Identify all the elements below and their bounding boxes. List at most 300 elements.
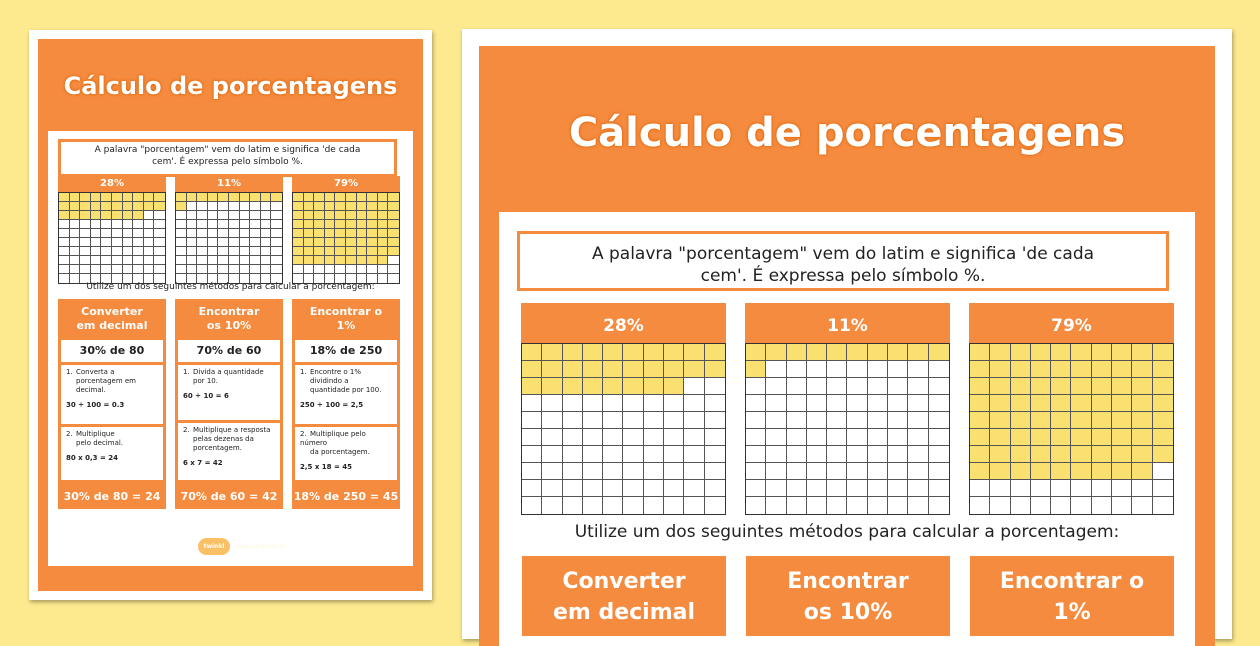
grid-cell: [271, 229, 282, 238]
grid-cell: [664, 463, 684, 480]
grid-cell-filled: [990, 429, 1010, 446]
grid-cell: [1153, 463, 1173, 480]
grid-cell: [101, 238, 112, 247]
grid-label: 11%: [745, 303, 950, 343]
grid-cell-filled: [1051, 378, 1071, 395]
grid-cell: [101, 265, 112, 274]
grid-cell-filled: [304, 211, 315, 220]
grid-cell-filled: [1051, 412, 1071, 429]
grid-cell: [807, 497, 827, 514]
grid-cell: [563, 412, 583, 429]
grid-cell: [154, 238, 165, 247]
grid-cell: [684, 497, 704, 514]
step-calculation: 6 x 7 = 42: [183, 459, 223, 467]
grid-cell-filled: [644, 378, 664, 395]
grid-cell: [240, 202, 251, 211]
grid-cell: [250, 211, 261, 220]
step-text: Multiplique pelo número: [300, 430, 366, 447]
grid-cell-filled: [70, 202, 81, 211]
grid-cell: [101, 247, 112, 256]
grid-cell-filled: [367, 193, 378, 202]
grid-cell: [271, 202, 282, 211]
grid-cell-filled: [59, 202, 70, 211]
grid-cell-filled: [1132, 429, 1152, 446]
grid-cell: [271, 265, 282, 274]
grid-cell: [766, 480, 786, 497]
grid-cell-filled: [990, 395, 1010, 412]
grid-cell-filled: [112, 211, 123, 220]
method-heading-line: em decimal: [552, 600, 696, 625]
grid-cell-filled: [367, 220, 378, 229]
grid-cell: [746, 378, 766, 395]
grid-cell: [112, 247, 123, 256]
grid-cell: [766, 497, 786, 514]
grid-cell: [827, 395, 847, 412]
grid-cell: [827, 378, 847, 395]
grid-cell-filled: [304, 229, 315, 238]
grid-cell: [293, 265, 304, 274]
grid-cell-filled: [176, 193, 187, 202]
grid-cell: [623, 429, 643, 446]
grid-cell-filled: [664, 378, 684, 395]
grid-cell-filled: [1051, 463, 1071, 480]
percent-grid-11: [175, 176, 283, 284]
grid-cell-filled: [101, 193, 112, 202]
grid-cell: [827, 429, 847, 446]
grid-cell: [888, 395, 908, 412]
grid-cell: [144, 211, 155, 220]
grid-cell-filled: [112, 202, 123, 211]
grid-cell-filled: [112, 193, 123, 202]
grid-cell-filled: [1051, 344, 1071, 361]
grid-cell: [929, 480, 949, 497]
grid-cell-filled: [542, 378, 562, 395]
grid-cell: [746, 429, 766, 446]
grid-cell: [144, 229, 155, 238]
grid-cell-filled: [388, 211, 399, 220]
grid-cell: [644, 412, 664, 429]
grid-cell: [664, 412, 684, 429]
grid-cell: [187, 211, 198, 220]
grid-cell: [261, 238, 272, 247]
grid-cell: [176, 247, 187, 256]
grid-cell: [807, 429, 827, 446]
grid-cell: [787, 446, 807, 463]
grid-cell: [197, 256, 208, 265]
grid-cell: [583, 497, 603, 514]
grid-cell-filled: [335, 256, 346, 265]
method-heading-line: Encontrar o: [309, 305, 383, 318]
grid-cell-filled: [1011, 344, 1031, 361]
grid-cell-filled: [970, 361, 990, 378]
grid-cell: [271, 220, 282, 229]
grid-cell: [603, 429, 623, 446]
grid-cell: [563, 463, 583, 480]
grid-cell-filled: [1153, 446, 1173, 463]
grid-cell-filled: [378, 193, 389, 202]
grid-cell: [250, 229, 261, 238]
grid-cell: [787, 395, 807, 412]
grid-cell: [807, 480, 827, 497]
grid-cell: [218, 220, 229, 229]
grid-cell: [250, 202, 261, 211]
grid-cell: [623, 480, 643, 497]
grid-cell-filled: [325, 229, 336, 238]
method-example: 30% de 80: [58, 337, 166, 365]
grid-cell-filled: [304, 202, 315, 211]
grid-cell-filled: [1092, 378, 1112, 395]
grid-cell: [766, 412, 786, 429]
grid-cell-filled: [80, 211, 91, 220]
grid-cell: [176, 256, 187, 265]
grid-cell: [542, 446, 562, 463]
grid-cell: [208, 238, 219, 247]
grid-cell: [623, 463, 643, 480]
grid-cell: [261, 220, 272, 229]
grid-cell: [807, 361, 827, 378]
step-number: 2.: [300, 430, 307, 438]
content-panel: [48, 131, 413, 566]
grid-cell: [91, 247, 102, 256]
grid-cell-filled: [144, 193, 155, 202]
grid-cell-filled: [1011, 446, 1031, 463]
grid-cell: [59, 220, 70, 229]
method-answer: 18% de 250 = 45: [292, 483, 400, 509]
grid-cell: [766, 395, 786, 412]
grid-cell: [522, 412, 542, 429]
grid-cell: [603, 497, 623, 514]
grid-cell: [70, 238, 81, 247]
grid-cell-filled: [357, 193, 368, 202]
grid-cell: [261, 211, 272, 220]
grid-cell: [705, 446, 725, 463]
grid-cell: [684, 395, 704, 412]
grid-cell-filled: [1071, 446, 1091, 463]
method-convert-decimal: [58, 299, 166, 509]
method-step: [58, 365, 166, 427]
grid-cell: [705, 412, 725, 429]
grid-cell: [868, 412, 888, 429]
grid-cell-filled: [746, 344, 766, 361]
grid-cell: [123, 256, 134, 265]
grid-cell: [908, 497, 928, 514]
grid-cell: [868, 395, 888, 412]
hundred-grid: [292, 192, 400, 284]
grid-cell-filled: [583, 361, 603, 378]
grid-cell-filled: [388, 247, 399, 256]
grid-cell: [123, 220, 134, 229]
step-text: da porcentagem.: [310, 448, 370, 456]
grid-cell: [888, 378, 908, 395]
grid-cell: [250, 238, 261, 247]
grid-cell-filled: [787, 344, 807, 361]
grid-cell-filled: [1112, 395, 1132, 412]
grid-cell-filled: [664, 344, 684, 361]
grid-cell-filled: [304, 238, 315, 247]
grid-cell-filled: [1092, 395, 1112, 412]
grid-cell-filled: [293, 202, 304, 211]
method-find-1: [970, 556, 1174, 636]
grid-cell-filled: [367, 211, 378, 220]
grid-cell: [229, 238, 240, 247]
grid-cell: [250, 247, 261, 256]
methods-label: Utilize um dos seguintes métodos para calcular a porcentagem:: [86, 282, 375, 292]
grid-cell: [112, 265, 123, 274]
grid-cell: [123, 229, 134, 238]
grid-cell-filled: [1071, 344, 1091, 361]
grid-cell-filled: [357, 229, 368, 238]
intro-box: [58, 139, 397, 177]
grid-cell-filled: [563, 378, 583, 395]
grid-cell-filled: [80, 193, 91, 202]
grid-cell-filled: [868, 344, 888, 361]
grid-cell: [154, 211, 165, 220]
grid-cell: [133, 265, 144, 274]
grid-cell: [563, 497, 583, 514]
grid-cell-filled: [325, 202, 336, 211]
grid-cell: [807, 395, 827, 412]
grid-cell: [70, 220, 81, 229]
grid-cell: [187, 229, 198, 238]
grid-cell: [1132, 480, 1152, 497]
grid-cell: [583, 395, 603, 412]
step-number: 2.: [183, 426, 190, 434]
grid-cell: [59, 238, 70, 247]
grid-cell: [250, 220, 261, 229]
step-calculation: 2,5 x 18 = 45: [300, 463, 353, 471]
grid-cell-filled: [187, 193, 198, 202]
grid-cell: [563, 446, 583, 463]
grid-cell-filled: [367, 247, 378, 256]
grid-cell: [827, 480, 847, 497]
grid-cell: [1153, 497, 1173, 514]
grid-cell: [240, 238, 251, 247]
grid-cell-filled: [1092, 361, 1112, 378]
percent-grid-28: [58, 176, 166, 284]
grid-cell: [218, 211, 229, 220]
grid-cell-filled: [990, 378, 1010, 395]
grid-cell: [623, 395, 643, 412]
grid-cell-filled: [91, 202, 102, 211]
grid-cell: [929, 446, 949, 463]
method-heading-line: Encontrar: [198, 305, 260, 318]
poster-zoomed: [462, 29, 1232, 639]
grid-cell: [929, 429, 949, 446]
grid-cell-filled: [314, 220, 325, 229]
grid-cell: [623, 446, 643, 463]
grid-cell: [304, 265, 315, 274]
grid-cell: [684, 378, 704, 395]
grid-cell-filled: [208, 193, 219, 202]
grid-cell-filled: [378, 202, 389, 211]
grid-cell: [208, 265, 219, 274]
grid-cell-filled: [1031, 463, 1051, 480]
step-text: pelas dezenas da: [193, 435, 254, 443]
step-text: dividindo a: [310, 377, 349, 385]
grid-cell: [847, 463, 867, 480]
grid-cell-filled: [563, 344, 583, 361]
grid-cell: [542, 497, 562, 514]
grid-cell-filled: [1011, 361, 1031, 378]
grid-cell: [197, 265, 208, 274]
intro-line: A palavra "porcentagem" vem do latim e significa 'de cada: [94, 145, 361, 155]
grid-cell: [908, 412, 928, 429]
grid-cell: [868, 446, 888, 463]
grid-cell: [346, 265, 357, 274]
grid-cell: [888, 463, 908, 480]
grid-cell: [705, 378, 725, 395]
grid-cell-filled: [990, 361, 1010, 378]
grid-cell-filled: [990, 446, 1010, 463]
grid-cell-filled: [1153, 361, 1173, 378]
grid-cell-filled: [1071, 361, 1091, 378]
method-find-10: [175, 299, 283, 509]
grid-cell: [91, 256, 102, 265]
grid-cell: [787, 480, 807, 497]
grid-cell-filled: [1031, 361, 1051, 378]
grid-cell: [542, 463, 562, 480]
grid-cell: [888, 361, 908, 378]
grid-cell: [1132, 497, 1152, 514]
hundred-grid: [175, 192, 283, 284]
percent-grid-11: [745, 303, 950, 515]
grid-cell: [603, 412, 623, 429]
grid-cell: [868, 361, 888, 378]
grid-cell: [112, 229, 123, 238]
grid-cell-filled: [144, 202, 155, 211]
grid-cell-filled: [603, 361, 623, 378]
grid-cell: [197, 238, 208, 247]
grid-cell: [847, 446, 867, 463]
grid-cell-filled: [70, 193, 81, 202]
grid-cell-filled: [1092, 429, 1112, 446]
grid-cell: [91, 220, 102, 229]
grid-cell-filled: [990, 412, 1010, 429]
grid-label: 28%: [58, 176, 166, 192]
grid-cell: [787, 463, 807, 480]
grid-cell: [144, 265, 155, 274]
grid-cell-filled: [1132, 344, 1152, 361]
method-heading: [58, 299, 166, 337]
grid-cell: [1092, 480, 1112, 497]
grid-cell: [133, 247, 144, 256]
grid-cell: [542, 412, 562, 429]
grid-cell-filled: [990, 463, 1010, 480]
grid-cell-filled: [970, 412, 990, 429]
grid-cell-filled: [218, 193, 229, 202]
grid-cell-filled: [1092, 446, 1112, 463]
grid-cell-filled: [1051, 361, 1071, 378]
grid-cell-filled: [603, 344, 623, 361]
grid-cell-filled: [388, 220, 399, 229]
grid-cell-filled: [293, 193, 304, 202]
grid-cell: [787, 497, 807, 514]
grid-cell-filled: [929, 344, 949, 361]
grid-cell: [603, 480, 623, 497]
percent-grid-79: [969, 303, 1174, 515]
grid-cell: [787, 378, 807, 395]
grid-cell-filled: [325, 238, 336, 247]
method-heading-line: em decimal: [76, 319, 148, 332]
grid-cell-filled: [357, 247, 368, 256]
method-find-10: [746, 556, 950, 636]
grid-cell-filled: [378, 211, 389, 220]
grid-cell-filled: [293, 238, 304, 247]
grid-cell: [644, 429, 664, 446]
grid-cell: [112, 256, 123, 265]
grid-cell-filled: [304, 220, 315, 229]
grid-cell: [807, 412, 827, 429]
grid-cell-filled: [1153, 412, 1173, 429]
grid-cell: [70, 229, 81, 238]
grid-label: 79%: [292, 176, 400, 192]
grid-cell: [187, 265, 198, 274]
poster-title: Cálculo de porcentagens: [568, 110, 1126, 156]
grid-cell: [70, 247, 81, 256]
grid-cell: [218, 202, 229, 211]
step-number: 2.: [66, 430, 73, 438]
grid-cell-filled: [378, 220, 389, 229]
grid-cell: [176, 220, 187, 229]
method-step: [58, 427, 166, 483]
grid-cell: [176, 238, 187, 247]
grid-cell: [827, 446, 847, 463]
grid-cell: [847, 378, 867, 395]
grid-cell: [218, 256, 229, 265]
grid-cell-filled: [314, 256, 325, 265]
grid-cell: [187, 238, 198, 247]
grid-cell-filled: [240, 193, 251, 202]
grid-cell: [123, 247, 134, 256]
grid-cell-filled: [250, 193, 261, 202]
grid-cell-filled: [346, 256, 357, 265]
grid-cell-filled: [335, 202, 346, 211]
grid-cell-filled: [70, 211, 81, 220]
hundred-grid: [521, 343, 726, 515]
grid-cell-filled: [807, 344, 827, 361]
grid-cell: [522, 497, 542, 514]
grid-cell-filled: [346, 202, 357, 211]
grid-cell: [807, 446, 827, 463]
grid-cell: [888, 480, 908, 497]
grid-cell-filled: [583, 378, 603, 395]
grid-cell-filled: [325, 220, 336, 229]
grid-cell-filled: [583, 344, 603, 361]
grid-cell-filled: [346, 220, 357, 229]
grid-cell-filled: [1051, 446, 1071, 463]
grid-cell-filled: [1031, 344, 1051, 361]
grid-cell: [154, 256, 165, 265]
grid-cell-filled: [357, 220, 368, 229]
grid-cell-filled: [293, 256, 304, 265]
method-answer: 70% de 60 = 42: [175, 483, 283, 509]
grid-cell-filled: [1071, 412, 1091, 429]
grid-cell: [261, 265, 272, 274]
grid-cell: [847, 395, 867, 412]
grid-cell: [766, 463, 786, 480]
grid-cell: [335, 265, 346, 274]
method-convert-decimal: [522, 556, 726, 636]
grid-cell-filled: [623, 378, 643, 395]
grid-cell: [787, 429, 807, 446]
grid-cell-filled: [335, 238, 346, 247]
grid-cell: [807, 378, 827, 395]
grid-cell-filled: [229, 193, 240, 202]
grid-cell: [684, 446, 704, 463]
method-heading-line: os 10%: [803, 600, 893, 625]
grid-cell: [929, 497, 949, 514]
poster-thumbnail: [29, 30, 432, 600]
